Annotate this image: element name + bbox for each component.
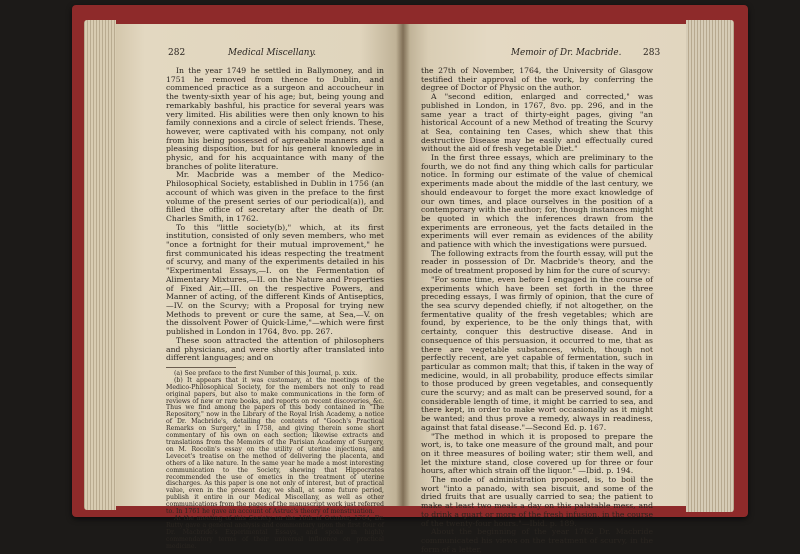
left-page — [116, 24, 403, 550]
paragraph: To this "little society(b)," which, at its first institution, consisted of only seven members, who met "once a fortnight for their mutual improvement," he first communicated his ideas respecting the treatment of scurvy, and many of the experiments detailed in his "Experimental Essays,—I. on the Fermentation of Alimentary Mixtures,—II. on the Nature and Properties of Fixed Air,—III. on the respective Powers, and Manner of acting, of the different Kinds of Antiseptics,—IV. on the Scurvy; with a Proposal for trying new Methods to prevent or cure the same, at Sea,—V. on the dissolvent Power of Quick-Lime,"—which were first published in London in 1764, 8vo. pp. 267. — [166, 222, 384, 337]
paragraph: These soon attracted the attention of philosophers and physicians, and were shortly after translated into different languages; and on — [166, 335, 384, 363]
right-page-edges — [686, 20, 734, 512]
footnote: At the meeting of this Society on the 16th of October, 1764, Dr. Rutty gave a general analysis and commentary upon the first four of Dr. Macbride's Experimental Essays, and spoke in highly commendatory terms of their universal influence on practical medicine. — [166, 514, 384, 550]
paragraph: Mr. Macbride was a member of the Medico-Philosophical Society, established in Dublin in 1756 (an account of which was given in the preface to the first volume of the present series of our periodical(a)), and filled the office of secretary after the death of Dr. Charles Smith, in 1762. — [166, 170, 384, 223]
paragraph: "The method in which it is proposed to prepare the wort, is, to take one measure of the ground malt, and pour on it three measures of boiling water; stir them well, and let the mixture stand, close covered up for three or four hours, after which strain off the liquor." —Ibid. p. 194. — [421, 431, 653, 476]
paragraph: A "second edition, enlarged and corrected," was published in London, in 1767, 8vo. pp. 296, and in the same year a tract of thirty-eight pages, giving "an historical Account of a new Method of treating the Scurvy at Sea, containing ten Cases, which shew that this destructive Disease may be easily and effectually cured without the aid of fresh vegetable Diet." — [421, 92, 653, 154]
running-head: Medical Miscellany. — [228, 48, 317, 58]
paragraph: the 27th of November, 1764, the University of Glasgow testified their approval of the work, by conferring the degree of Doctor of Physic on the author. — [421, 66, 653, 93]
left-page-edges — [84, 20, 116, 510]
page-body — [421, 67, 653, 554]
paragraph: About the beginning of the year 1762 Dr. Macbride communicated his views on the treatment of scurvy, in the form of a letter, — [421, 527, 653, 554]
page-number: 282 — [168, 48, 186, 58]
page-number: 283 — [643, 48, 661, 58]
right-page — [403, 24, 686, 554]
paragraph: In the first three essays, which are preliminary to the fourth, we do not find any thing which calls for particular notice. In forming our estimate of the value of chemical experiments made about the middle of the last century, we should endeavour to forget the more exact knowledge of our own times, and place ourselves in the position of a contemporary with the author; for, though instances might be quoted in which the inferences drawn from the experiments are erroneous, yet the facts detailed in the experiments will ever remain as evidences of the ability and patience with which the investigations were pursued. — [421, 153, 653, 250]
paragraph: "For some time, even before I engaged in the course of experiments which have been set forth in the three preceding essays, I was firmly of opinion, that the cure of the sea scurvy depended chiefly, if not altogether, on the fermentative quality of the fresh vegetables; which are found, by experience, to be the only things that, with certainty, conquer this destructive disease. And in consequence of this persuasion, it occurred to me, that as there are vegetable substances, which, though not perfectly recent, are yet capable of fermentation, such in particular as common malt; that this, if taken in the way of medicine, would, in all probability, produce effects similar to those produced by green vegetables, and consequently cure the scurvy; and as malt can be preserved sound, for a considerable length of time, it might be carried to sea, and there kept, in order to make wort occasionally as it might be wanted; and thus prove a remedy, always in readiness, against that fatal disease."—Second Ed. p. 167. — [421, 274, 653, 432]
running-head: Memoir of Dr. Macbride. — [511, 48, 622, 58]
footnote: (b) It appears that it was customary, at the meetings of the Medico-Philosophical Society, for the members not only to read original papers, but also to make communications in the form of reviews of new or rare books, and reports on recent discoveries, &c. Thus we find among the papers of this body contained in "The Repository," now in the Library of the Royal Irish Academy, a notice of Dr. Macbride's, detailing the contents of "Gooch's Practical Remarks on Surgery," in 1758, and giving therein some short commentary of his own on each section; likewise extracts and translations from the Memoirs of the Parisian Academy of Surgery, on M. Rocolin's essay on the utility of uterine injections, and Levecet's treatise on the method of delivering the placenta, and others of a like nature. In the same year he made a most interesting communication to the Society, shewing that Hippocrates recommended the use of emetics in the treatment of uterine discharges. As this paper is one not only of interest, but of practical value, even in the present day, we shall, at some future period, publish it entire in our Medical Miscellany, as well as other communications from the pages of the manuscript work just referred to. In 1761 he gave an account of Astruc's theory of menstruation. — [166, 376, 384, 516]
page-body — [166, 67, 384, 550]
footnote: (a) See preface to the first Number of this Journal, p. xxix. — [174, 369, 358, 377]
paragraph: The mode of administration proposed, is, to boil the wort "into a panado, with sea biscuit, and some of the dried fruits that are usually carried to sea; the patient to make at least two meals a day on this palatable mess, and to drink a quart or more of the fresh infusion, in the course of the twenty-four hours."—Ibid. p. 189. — [421, 475, 653, 528]
book-gutter — [396, 24, 410, 506]
paragraph: The following extracts from the fourth essay, will put the reader in possession of Dr. Macbride's theory, and the mode of treatment proposed by him for the cure of scurvy: — [421, 248, 653, 276]
footnotes — [166, 371, 384, 551]
paragraph: In the year 1749 he settled in Ballymoney, and in 1751 he removed from thence to Dublin, and commenced practice as a surgeon and accoucheur in the twenty-sixth year of his age; but, being young and remarkably bashful, his practice for several years was very limited. His abilities were then only known to his family connexions and a circle of select friends. These, however, were captivated with his company, not only from his being possessed of agreeable manners and a pleasing disposition, but for his general knowledge in physic, and for his acquaintance with many of the branches of polite literature. — [166, 66, 384, 171]
footnote-rule — [166, 367, 236, 368]
